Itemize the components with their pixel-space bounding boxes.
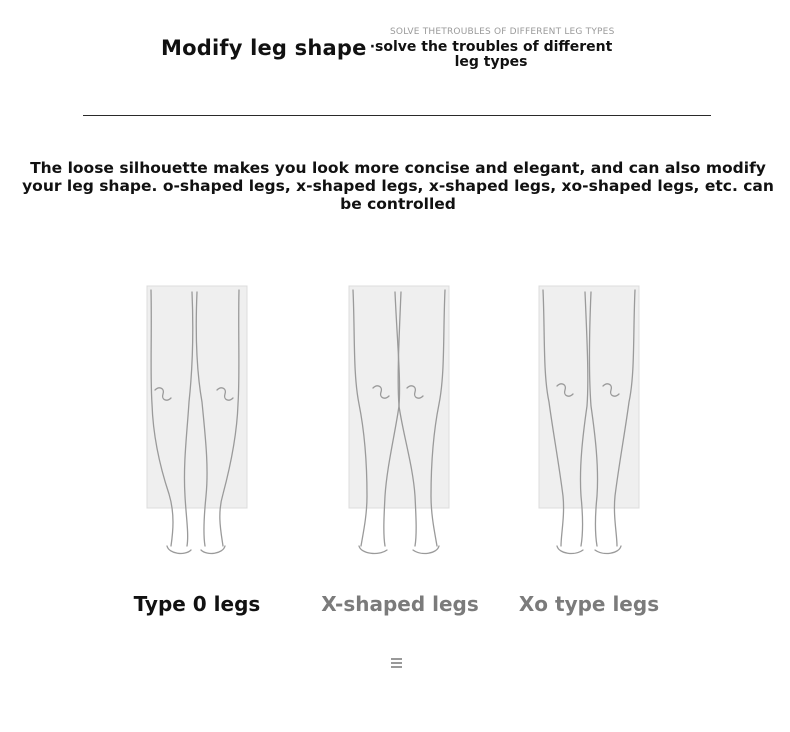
page-subtitle: ·solve the troubles of different leg types [369,39,613,70]
title-ghost-text: SOLVE THETROUBLES OF DIFFERENT LEG TYPES [390,27,615,37]
header-divider [83,115,711,116]
caption-xo-legs: Xo type legs [518,592,660,616]
menu-lines-icon [390,657,403,669]
o-legs-illustration [139,284,249,564]
caption-o-legs: Type 0 legs [133,592,261,616]
page-title: Modify leg shape [161,36,367,60]
caption-x-legs: X-shaped legs [321,592,479,616]
description-text: The loose silhouette makes you look more concise and elegant, and can also modify your leg shape. o-shaped legs, x-shaped legs, x-shaped legs, xo-shaped legs, etc. can be controlled [22,159,774,213]
x-legs-illustration [343,284,453,564]
xo-legs-illustration [533,284,643,564]
